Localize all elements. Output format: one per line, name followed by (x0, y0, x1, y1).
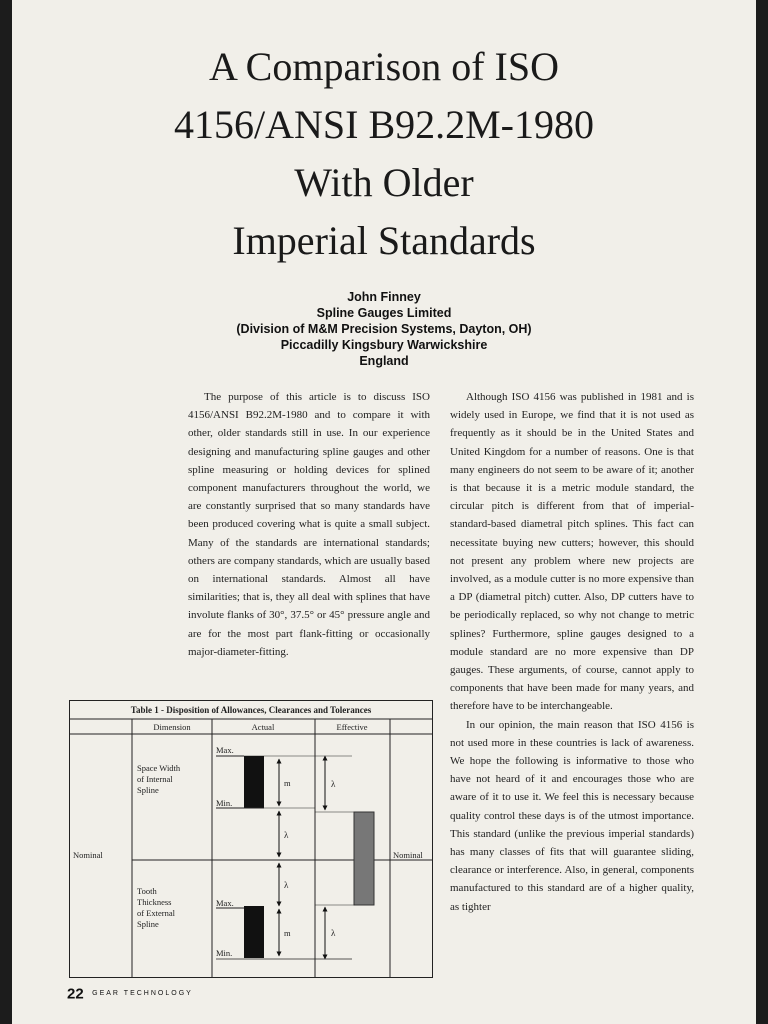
header-effective: Effective (336, 722, 368, 732)
header-dimension: Dimension (153, 722, 191, 732)
table-title: Table 1 - Disposition of Allowances, Clearances and Tolerances (130, 705, 372, 715)
article-title (12, 38, 756, 270)
tolerance-bar-external (244, 906, 264, 958)
min-label-1: Min. (216, 798, 233, 808)
max-label-2: Max. (216, 898, 234, 908)
title-line-2: 4156/ANSI B92.2M-1980 (173, 102, 595, 147)
effective-bar (354, 812, 374, 905)
page-number: 22 (67, 985, 84, 1003)
lambda-symbol-4: λ (331, 928, 336, 938)
nominal-right: Nominal (393, 850, 423, 860)
right-paragraph-2: In our opinion, the main reason that ISO 4156 is not used more in these countries is lack of awareness. We hope the following is informative to those who have not heard of it and encourages those who are aware of it to use it. We feel this is necessary because quality control these days is of the utmost importance. This standard (unlike the previous imperial standards) has many classes of fits that will guarantee sliding, clearance or interference. Also, in general, components manufactured to this standard are of a higher quality, as tighter (450, 718, 694, 913)
header-actual: Actual (251, 722, 275, 732)
lambda-symbol-2: λ (284, 830, 289, 840)
m-symbol-1: m (284, 778, 291, 788)
row1-label-2: of Internal (137, 774, 173, 784)
row1-label-3: Spline (137, 785, 159, 795)
right-column (450, 388, 694, 916)
title-line-1: A Comparison of ISO (209, 44, 559, 89)
page (12, 0, 756, 1024)
min-label-2: Min. (216, 948, 233, 958)
row2-label-1: Tooth (137, 886, 157, 896)
division-name: (Division of M&M Precision Systems, Dayton, OH) (236, 322, 532, 336)
row2-label-4: Spline (137, 919, 159, 929)
table-1-figure (69, 700, 433, 978)
lambda-symbol-3: λ (284, 880, 289, 890)
max-label-1: Max. (216, 745, 234, 755)
lambda-symbol-1: λ (331, 779, 336, 789)
nominal-left: Nominal (73, 850, 103, 860)
title-line-3: With Older (294, 160, 474, 205)
row2-label-3: of External (137, 908, 175, 918)
intro-paragraph: The purpose of this article is to discuss ISO 4156/ANSI B92.2M-1980 and to compare it with other, older standards still in use. In our experience designing and manufacturing spline gauges and other spline measuring or holding devices for splined component manufacturers throughout the world, we are constantly surprised that so many standards have been produced covering what is quite a small subject. Many of the standards are international standards; others are company standards, which are usually based on international standards. Almost all have similarities; that is, they all deal with splines that have involute flanks of 30°, 37.5° or 45° pressure angle and are for the most part flank-fitting or occasionally major-diameter-fitting. (188, 391, 430, 658)
row1-label-1: Space Width (137, 763, 181, 773)
byline (12, 289, 756, 369)
author-name: John Finney (347, 290, 421, 304)
title-line-4: Imperial Standards (232, 218, 536, 263)
page-footer (67, 985, 193, 1003)
right-paragraph-1: Although ISO 4156 was published in 1981 and is widely used in Europe, we find that it is not used as frequently as it should be in the United States and United Kingdom for a number of reasons. One is that many engineers do not seem to be aware of it; another is that because it is a metric module standard, the circular pitch is different from that of imperial-standard-based diametral pitch splines. This fact can necessitate buying new cutters; however, this should not present any problem where new projects are involved, as a module cutter is no more expensive than a DP (diametral pitch) cutter. Also, DP cutters have to be periodically replaced, so why not change to metric splines? Furthermore, spline gauges designed to a module standard are no more expensive than DP gauges. These arguments, of course, cannot apply to components that have been made for many years, and therefore have to be interchangeable. (450, 391, 694, 713)
company-name: Spline Gauges Limited (316, 306, 452, 320)
table-1 (69, 700, 433, 978)
address-line: Piccadilly Kingsbury Warwickshire (280, 338, 488, 352)
left-column (188, 388, 430, 661)
tolerance-bar-internal (244, 756, 264, 808)
magazine-name: GEAR TECHNOLOGY (92, 990, 193, 998)
m-symbol-2: m (284, 928, 291, 938)
country-line: England (359, 354, 409, 368)
row2-label-2: Thickness (137, 897, 172, 907)
